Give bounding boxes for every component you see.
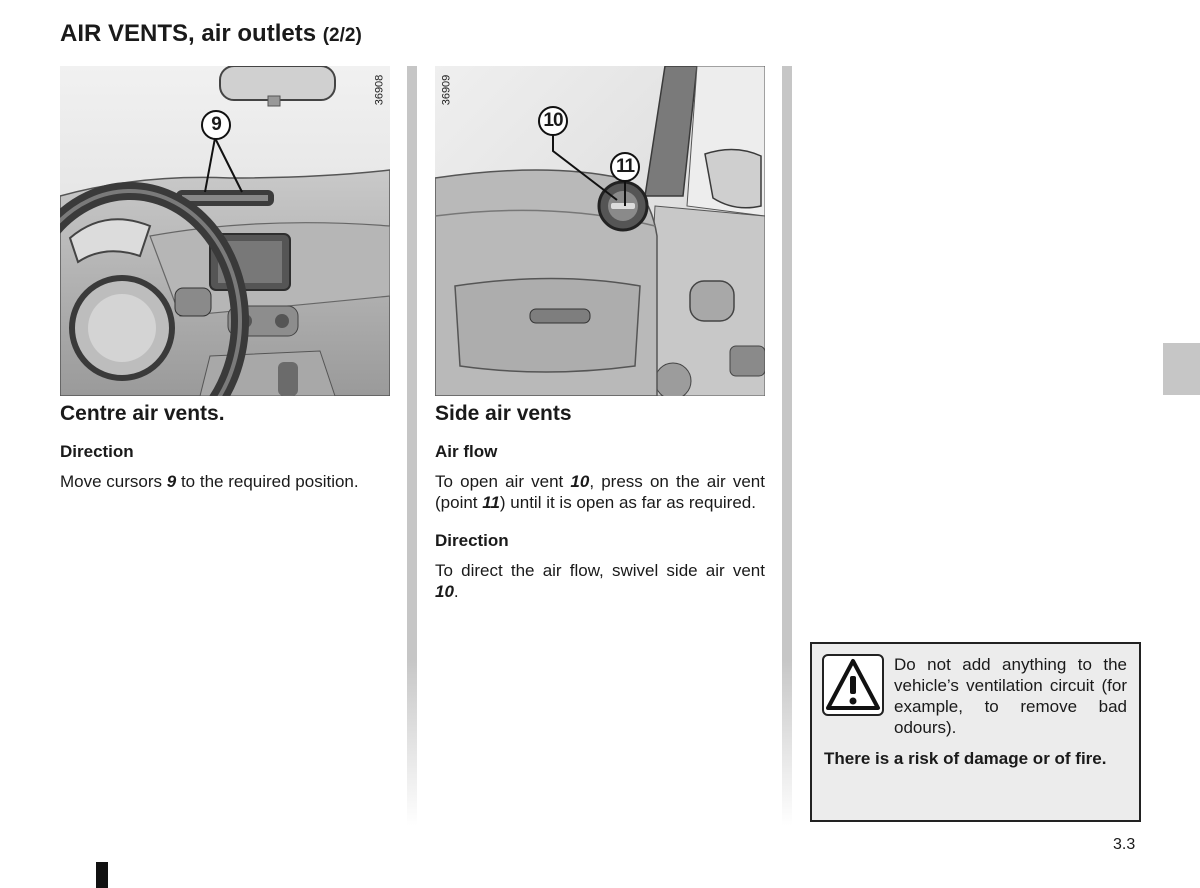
side-vents-illustration — [435, 66, 765, 396]
warning-text: Do not add anything to the vehicle’s ventilation circuit (for example, to remove bad odours). — [894, 655, 1127, 737]
ref-number: 10 — [570, 472, 590, 491]
instruction-text: ) until it is open as far as required. — [499, 493, 756, 512]
callout-9: 9 — [201, 110, 231, 140]
passenger-side-drawing — [435, 66, 765, 396]
instruction-text: , press on the air vent (point — [435, 472, 765, 512]
subheading-direction: Direction — [60, 442, 134, 461]
crop-mark — [96, 862, 108, 888]
figure-ref-code: 36909 — [440, 74, 453, 106]
direction-instruction — [60, 471, 390, 492]
section-thumb-tab — [1163, 343, 1200, 395]
section-heading: Side air vents — [435, 402, 572, 425]
ref-number: 11 — [482, 493, 500, 512]
callout-10: 10 — [538, 106, 568, 136]
instruction-text: To direct the air flow, swivel side air vent — [435, 561, 765, 580]
middle-column — [435, 402, 765, 602]
instruction-text: Move cursors — [60, 472, 167, 491]
instruction-text: To open air vent — [435, 472, 571, 491]
page-title-suffix: (2/2) — [322, 25, 362, 46]
warning-box — [810, 642, 1141, 822]
warning-emphasis: There is a risk of damage or of fire. — [824, 749, 1107, 768]
page-number: 3.3 — [1113, 836, 1136, 853]
page-title-text: AIR VENTS, air outlets — [60, 20, 317, 47]
air-flow-instruction — [435, 471, 765, 513]
subheading-air-flow: Air flow — [435, 442, 498, 461]
column-divider-left — [407, 66, 417, 826]
figure-ref-code: 36908 — [373, 74, 386, 106]
section-heading: Centre air vents. — [60, 402, 225, 425]
ref-number: 10 — [435, 582, 454, 601]
column-divider-right — [782, 66, 792, 826]
direction-instruction — [435, 560, 765, 602]
instruction-text: . — [453, 582, 459, 601]
ref-number: 9 — [166, 472, 177, 491]
subheading-direction: Direction — [435, 531, 509, 550]
callout-11: 11 — [610, 152, 640, 182]
page-title — [60, 20, 362, 48]
instruction-text: to the required position. — [176, 472, 359, 491]
left-column — [60, 402, 390, 492]
warning-triangle-icon — [822, 654, 884, 716]
centre-vents-illustration — [60, 66, 390, 396]
